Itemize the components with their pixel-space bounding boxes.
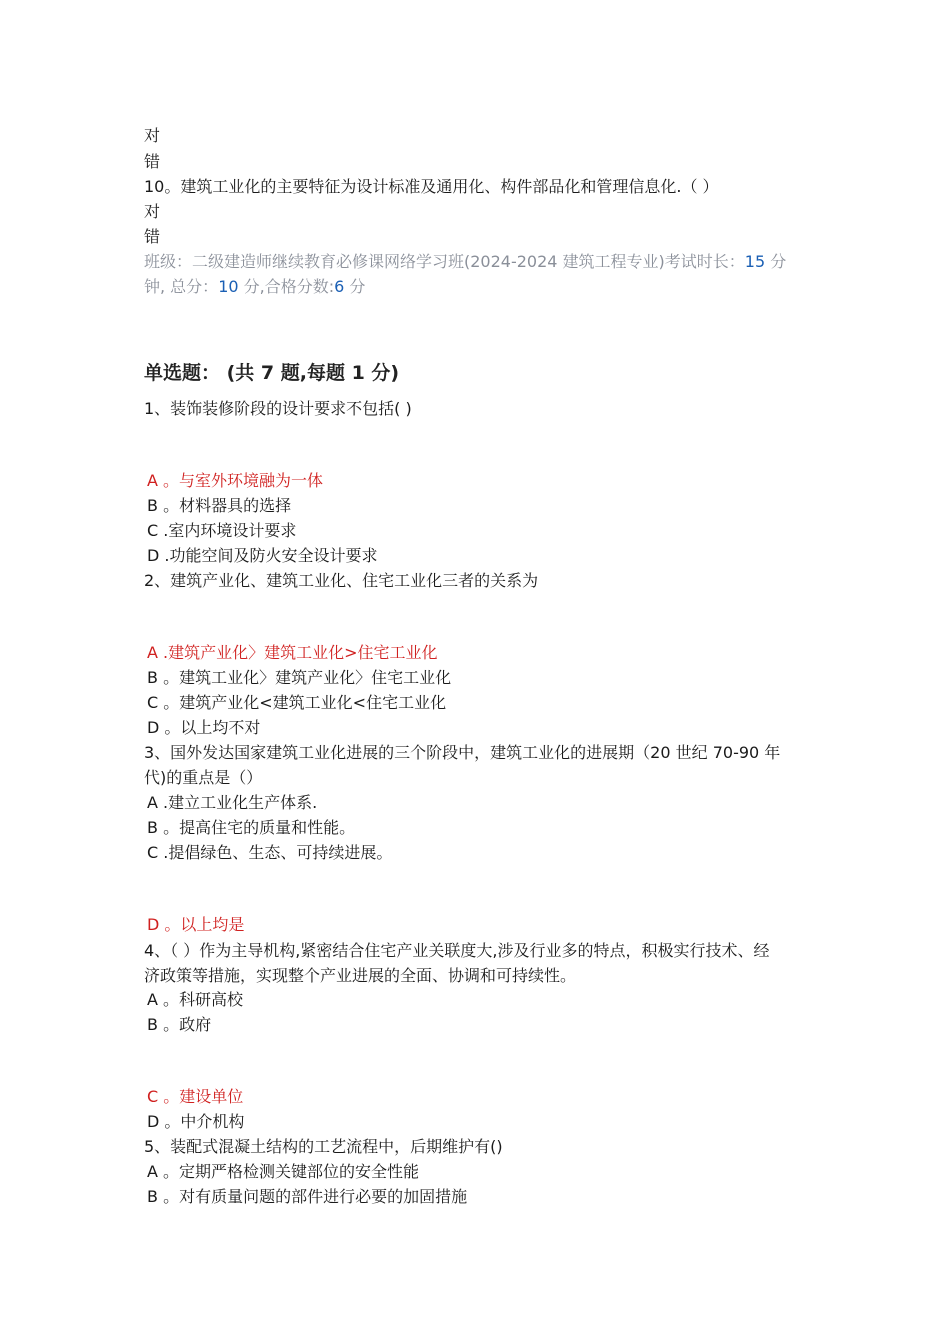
question-4-option-b[interactable]: B 。政府: [147, 1015, 212, 1034]
question-1-option-d[interactable]: D .功能空间及防火安全设计要求: [147, 546, 378, 565]
question-1-option-c[interactable]: C .室内环境设计要求: [147, 521, 297, 540]
question-2-option-c[interactable]: C 。建筑产业化<建筑工业化<住宅工业化: [147, 693, 447, 712]
question-4-option-c[interactable]: C 。建设单位: [147, 1087, 244, 1106]
question-5-option-a[interactable]: A 。定期严格检测关键部位的安全性能: [147, 1162, 420, 1181]
exam-duration-unit: 分: [770, 252, 787, 271]
question-10-option-true: 对: [144, 202, 161, 221]
question-2-text: 2、建筑产业化、建筑工业化、住宅工业化三者的关系为: [144, 571, 539, 590]
question-4-text-line-1: 4、（ ）作为主导机构,紧密结合住宅产业关联度大,涉及行业多的特点，积极实行技术、经: [144, 941, 770, 960]
exam-duration: 15: [744, 252, 766, 271]
exam-pass-score: 6: [334, 277, 345, 296]
question-4-text-line-2: 济政策等措施，实现整个产业进展的全面、协调和可持续性。: [144, 966, 577, 985]
question-3-option-a[interactable]: A .建立工业化生产体系.: [147, 793, 318, 812]
question-4-option-a[interactable]: A 。科研高校: [147, 990, 244, 1009]
exam-pass-unit: 分: [349, 277, 366, 296]
question-2-option-b[interactable]: B 。建筑工业化〉建筑产业化〉住宅工业化: [147, 668, 452, 687]
question-3-option-b[interactable]: B 。提高住宅的质量和性能。: [147, 818, 356, 837]
question-2-option-a[interactable]: A .建筑产业化〉建筑工业化>住宅工业化: [147, 643, 438, 662]
question-3-text-line-2: 代)的重点是（）: [144, 768, 263, 787]
section-title: 单选题： (共 7 题,每题 1 分): [144, 362, 400, 384]
exam-info-line-1: [144, 251, 786, 273]
question-1-option-a[interactable]: A 。与室外环境融为一体: [147, 471, 324, 490]
question-5-option-b[interactable]: B 。对有质量问题的部件进行必要的加固措施: [147, 1187, 468, 1206]
question-4-option-d[interactable]: D 。中介机构: [147, 1112, 245, 1131]
question-3-option-c[interactable]: C .提倡绿色、生态、可持续进展。: [147, 843, 393, 862]
question-10-text: 10。建筑工业化的主要特征为设计标准及通用化、构件部品化和管理信息化.（ ）: [144, 177, 719, 196]
question-3-option-d[interactable]: D 。以上均是: [147, 915, 245, 934]
exam-info-line-2: [144, 276, 365, 298]
question-3-text-line-1: 3、国外发达国家建筑工业化进展的三个阶段中，建筑工业化的进展期（20 世纪 70-90 年: [144, 743, 781, 762]
question-2-option-d[interactable]: D 。以上均不对: [147, 718, 261, 737]
prev-option-false: 错: [144, 152, 161, 171]
exam-pass-label: 分,合格分数:: [243, 277, 335, 296]
exam-info-class: 班级：二级建造师继续教育必修课网络学习班(2024-2024 建筑工程专业)考试时长：: [144, 252, 745, 271]
question-10-option-false: 错: [144, 227, 161, 246]
question-1-text: 1、装饰装修阶段的设计要求不包括( ): [144, 399, 412, 418]
question-1-option-b[interactable]: B 。材料器具的选择: [147, 496, 292, 515]
question-5-text: 5、装配式混凝土结构的工艺流程中，后期维护有(): [144, 1137, 503, 1156]
exam-total-score: 10: [218, 277, 239, 296]
prev-option-true: 对: [144, 126, 161, 145]
exam-duration-unit-2: 钟, 总分：: [144, 277, 219, 296]
